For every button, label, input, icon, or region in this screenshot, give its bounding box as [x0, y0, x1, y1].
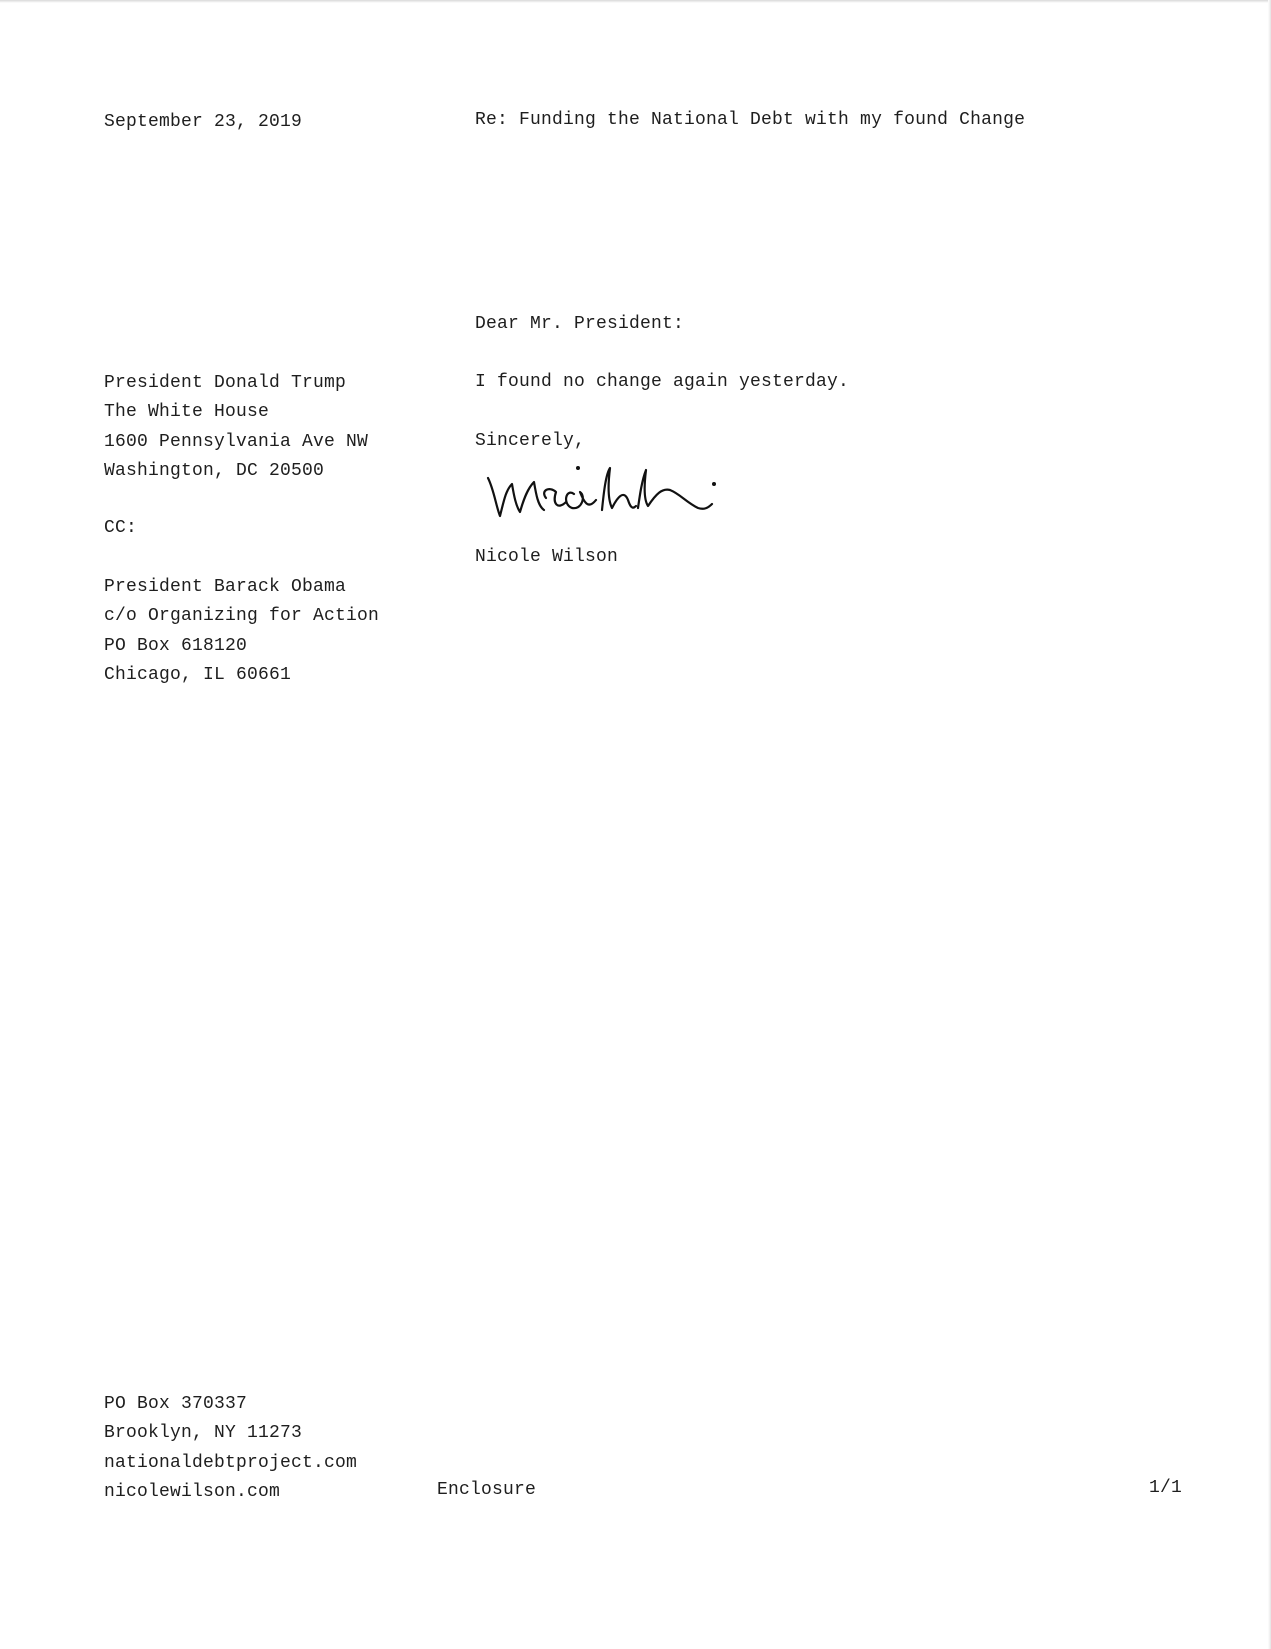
signer-name: Nicole Wilson	[475, 547, 619, 567]
cc-line: President Barack Obama	[104, 577, 347, 597]
scan-edge-top	[0, 0, 1271, 3]
sender-line: nicolewilson.com	[104, 1481, 281, 1502]
recipient-address	[104, 369, 368, 486]
recipient-line: 1600 Pennsylvania Ave NW	[104, 431, 369, 452]
cc-line: PO Box 618120	[104, 635, 248, 656]
closing: Sincerely,	[475, 431, 586, 451]
sender-address	[104, 1390, 357, 1507]
letter-body: I found no change again yesterday.	[475, 372, 850, 392]
recipient-line: President Donald Trump	[104, 373, 347, 393]
cc-line: Chicago, IL 60661	[104, 664, 292, 685]
signature-icon	[486, 460, 731, 528]
recipient-line: The White House	[104, 402, 270, 423]
sender-line: Brooklyn, NY 11273	[104, 1423, 303, 1444]
recipient-line: Washington, DC 20500	[104, 460, 325, 481]
letter-subject: Re: Funding the National Debt with my found Change	[475, 110, 1026, 130]
cc-address	[104, 573, 379, 690]
cc-line: c/o Organizing for Action	[104, 606, 380, 627]
page-number: 1/1	[1149, 1478, 1183, 1498]
sender-line: nationaldebtproject.com	[104, 1452, 358, 1473]
salutation: Dear Mr. President:	[475, 314, 685, 334]
letter-date: September 23, 2019	[104, 112, 303, 132]
cc-label: CC:	[104, 518, 138, 538]
sender-line: PO Box 370337	[104, 1394, 248, 1414]
enclosure-note: Enclosure	[437, 1480, 537, 1500]
